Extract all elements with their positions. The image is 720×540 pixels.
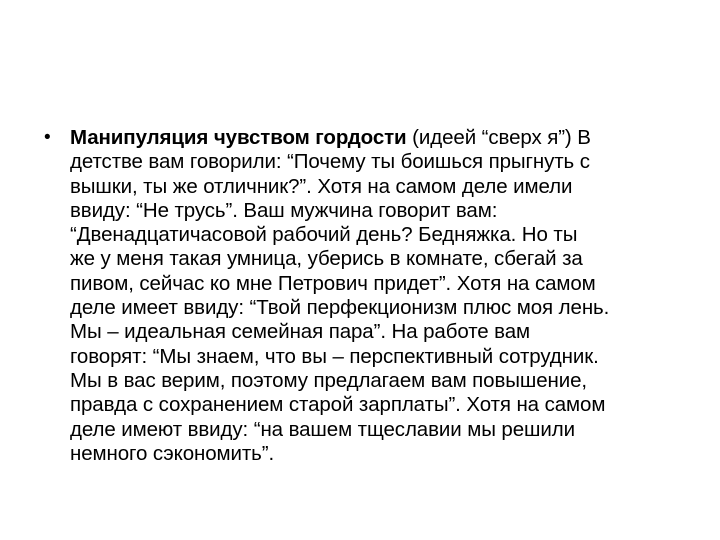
text-line-1 [70,126,609,150]
bullet-icon: • [44,127,51,148]
line-1-rest: (идеей “сверх я”) В [406,126,591,149]
text-line-6: же у меня такая умница, уберись в комнате, сбегай за [70,247,583,271]
text-line-7: пивом, сейчас ко мне Петрович придет”. Хотя на самом [70,271,596,295]
text-line-9: Мы – идеальная семейная пара”. На работе вам [70,320,531,344]
text-line-14: немного сэкономить”. [70,441,275,465]
bullet-text [70,126,609,466]
text-line-2: детстве вам говорили: “Почему ты боишься прыгнуть с [70,150,590,174]
text-line-13: деле имеют ввиду: “на вашем тщеславии мы решили [70,417,575,441]
slide-content [44,126,694,466]
text-line-11: Мы в вас верим, поэтому предлагаем вам повышение, [70,368,588,392]
text-line-8: деле имеет ввиду: “Твой перфекционизм плюс моя лень. [70,296,610,320]
bold-lead: Манипуляция чувством гордости [70,126,407,149]
text-line-4: ввиду: “Не трусь”. Ваш мужчина говорит вам: [70,198,498,222]
text-line-12: правда с сохранением старой зарплаты”. Хотя на самом [70,393,606,417]
bullet-item [44,126,694,466]
text-line-3: вышки, ты же отличник?”. Хотя на самом деле имели [70,174,573,198]
text-line-5: “Двенадцатичасовой рабочий день? Бедняжка. Но ты [70,223,578,247]
text-line-10: говорят: “Мы знаем, что вы – перспективный сотрудник. [70,344,599,368]
